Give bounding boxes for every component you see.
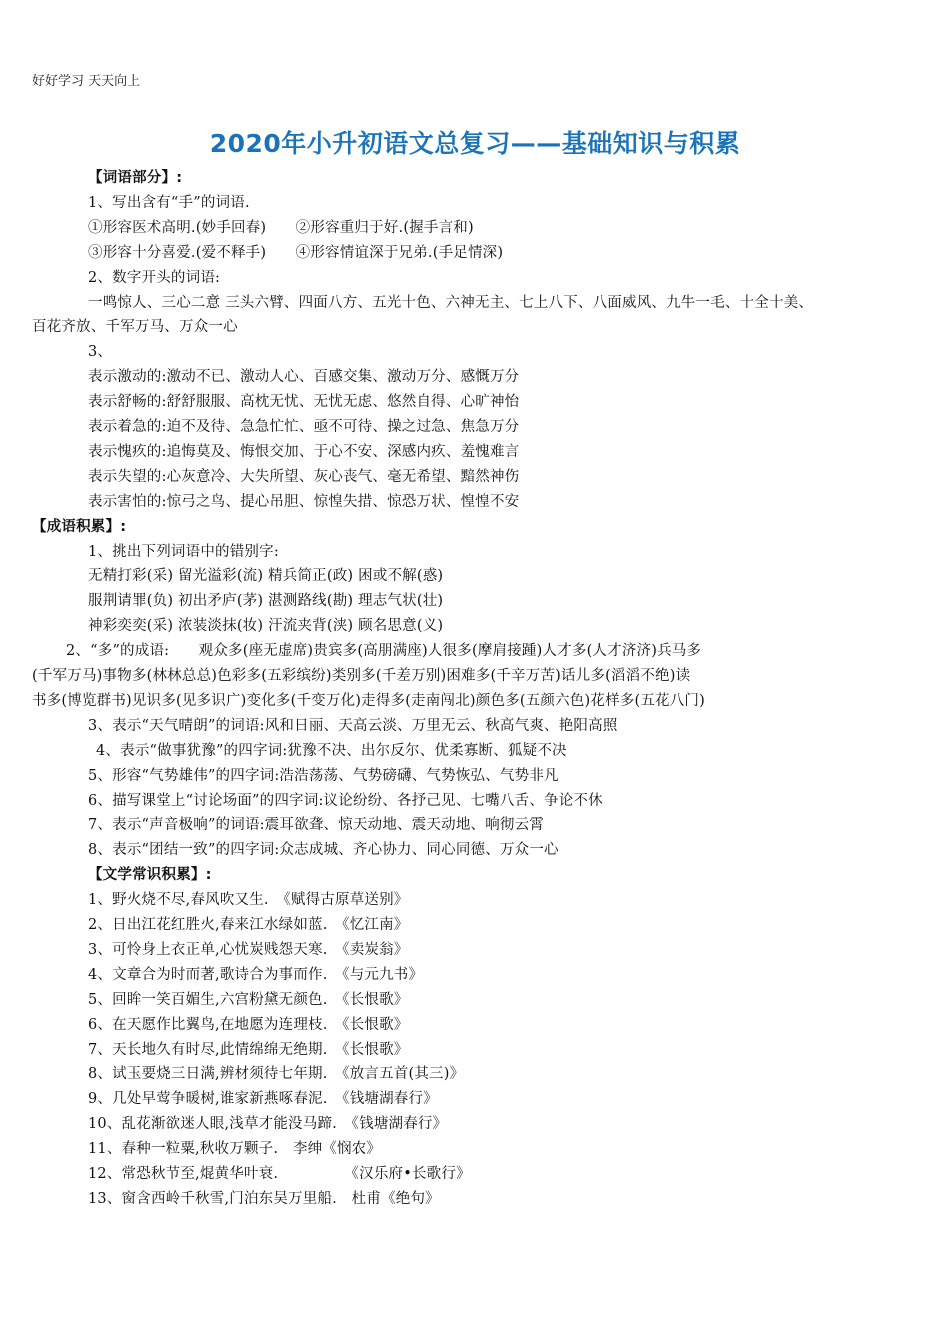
text-line: 2、“多”的成语: 观众多(座无虚席)贵宾多(高朋满座)人很多(摩肩接踵)人才多(人才济济)兵马多: [66, 643, 702, 659]
text-line: 10、乱花渐欲迷人眼,浅草才能没马蹄. 《钱塘湖春行》: [88, 1116, 448, 1132]
text-line: ①形容医术高明.(妙手回春) ②形容重归于好.(握手言和): [88, 220, 474, 236]
text-line: 表示着急的:迫不及待、急急忙忙、亟不可待、操之过急、焦急万分: [88, 419, 520, 435]
section-heading: 【词语部分】:: [88, 170, 183, 186]
text-line: 百花齐放、千军万马、万众一心: [32, 319, 238, 335]
text-line: 7、表示“声音极响”的词语:震耳欲聋、惊天动地、震天动地、响彻云霄: [88, 817, 545, 833]
text-line: 6、在天愿作比翼鸟,在地愿为连理枝. 《长恨歌》: [88, 1017, 409, 1033]
text-line: 9、几处早莺争暖树,谁家新燕啄春泥. 《钱塘湖春行》: [88, 1091, 438, 1107]
text-line: 4、表示“做事犹豫”的四字词:犹豫不决、出尔反尔、优柔寡断、狐疑不决: [96, 743, 567, 759]
text-line: 一鸣惊人、三心二意 三头六臂、四面八方、五光十色、六神无主、七上八下、八面威风、九牛一毛、十全十美、: [88, 295, 814, 311]
text-line: 服荆请罪(负) 初出矛庐(茅) 湛测路线(勘) 理志气状(壮): [88, 593, 444, 609]
text-line: 5、形容“气势雄伟”的四字词:浩浩荡荡、气势磅礴、气势恢弘、气势非凡: [88, 768, 559, 784]
text-line: 2、日出江花红胜火,春来江水绿如蓝. 《忆江南》: [88, 917, 409, 933]
text-line: 3、: [88, 344, 113, 360]
text-line: 表示激动的:激动不已、激动人心、百感交集、激动万分、感慨万分: [88, 369, 520, 385]
text-line: 12、常恐秋节至,焜黄华叶衰. 《汉乐府•长歌行》: [88, 1166, 471, 1182]
text-line: 4、文章合为时而著,歌诗合为事而作. 《与元九书》: [88, 967, 424, 983]
text-line: 6、描写课堂上“讨论场面”的四字词:议论纷纷、各抒己见、七嘴八舌、争论不休: [88, 793, 603, 809]
text-line: 1、写出含有“手”的词语.: [88, 195, 250, 211]
text-line: 5、回眸一笑百媚生,六宫粉黛无颜色. 《长恨歌》: [88, 992, 409, 1008]
page-header: 好好学习 天天向上: [32, 74, 141, 89]
text-line: 2、数字开头的词语:: [88, 270, 221, 286]
text-line: 11、春种一粒粟,秋收万颗子. 李绅《悯农》: [88, 1141, 382, 1157]
document-title: 2020年小升初语文总复习——基础知识与积累: [209, 129, 741, 158]
text-line: 3、可怜身上衣正单,心忧炭贱怨天寒. 《卖炭翁》: [88, 942, 409, 958]
text-line: 1、野火烧不尽,春风吹又生. 《赋得古原草送别》: [88, 892, 409, 908]
section-heading: 【成语积累】:: [32, 519, 127, 535]
text-line: 无精打彩(采) 留光溢彩(流) 精兵简正(政) 困或不解(惑): [88, 568, 444, 584]
text-line: 表示舒畅的:舒舒服服、高枕无忧、无忧无虑、悠然自得、心旷神怡: [88, 394, 520, 410]
text-line: 13、窗含西岭千秋雪,门泊东吴万里船. 杜甫《绝句》: [88, 1191, 440, 1207]
text-line: ③形容十分喜爱.(爱不释手) ④形容情谊深于兄弟.(手足情深): [88, 245, 504, 261]
text-line: 表示愧疚的:追悔莫及、悔恨交加、于心不安、深感内疚、羞愧难言: [88, 444, 520, 460]
text-line: 8、表示“团结一致”的四字词:众志成城、齐心协力、同心同德、万众一心: [88, 842, 559, 858]
text-line: 表示害怕的:惊弓之鸟、提心吊胆、惊惶失措、惊恐万状、惶惶不安: [88, 494, 520, 510]
text-line: 1、挑出下列词语中的错别字:: [88, 544, 279, 560]
text-line: (千军万马)事物多(林林总总)色彩多(五彩缤纷)类别多(千差万别)困难多(千辛万苦)话儿多(滔滔不绝)读: [32, 668, 691, 684]
text-line: 3、表示“天气晴朗”的词语:风和日丽、天高云淡、万里无云、秋高气爽、艳阳高照: [88, 718, 618, 734]
text-line: 7、天长地久有时尽,此情绵绵无绝期. 《长恨歌》: [88, 1042, 409, 1058]
text-line: 8、试玉要烧三日满,辨材须待七年期. 《放言五首(其三)》: [88, 1066, 465, 1082]
text-line: 表示失望的:心灰意冷、大失所望、灰心丧气、毫无希望、黯然神伤: [88, 469, 520, 485]
section-heading: 【文学常识积累】:: [88, 867, 212, 883]
text-line: 神彩奕奕(采) 浓装淡抹(妆) 汗流夹背(浃) 顾名思意(义): [88, 618, 444, 634]
text-line: 书多(博览群书)见识多(见多识广)变化多(千变万化)走得多(走南闯北)颜色多(五颜六色)花样多(五花八门): [32, 693, 705, 709]
